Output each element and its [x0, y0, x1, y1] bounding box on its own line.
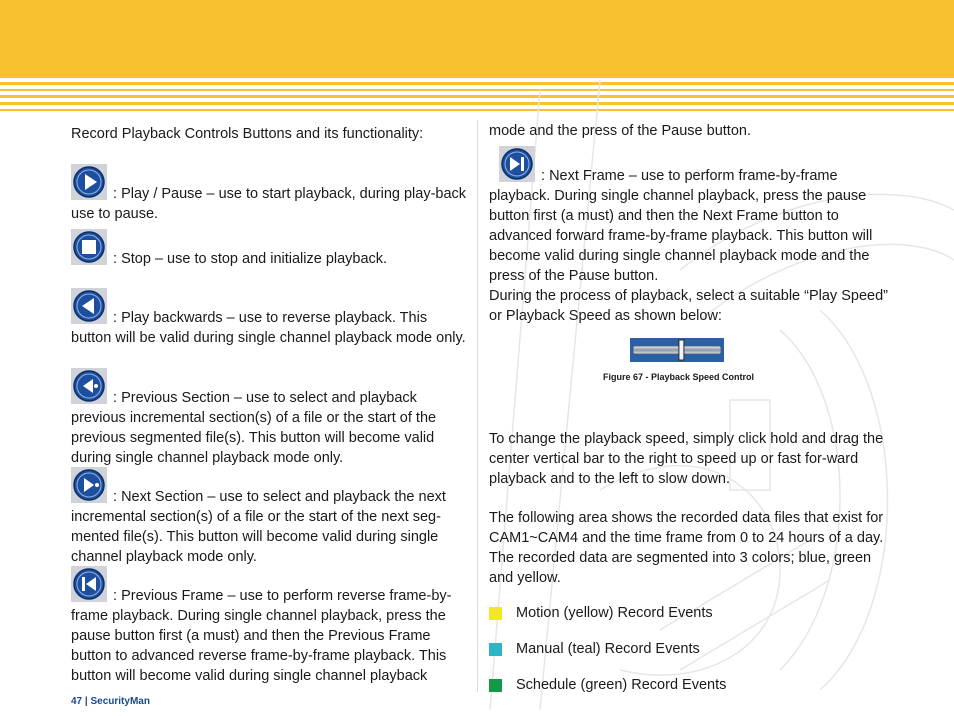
playback-speed-control[interactable] [630, 338, 724, 362]
continuation-text: mode and the press of the Pause button. [489, 123, 751, 139]
files-description [489, 508, 889, 588]
page-footer: 47 | SecurityMan [71, 696, 150, 707]
intro-text: Record Playback Controls Buttons and its functionality: [71, 126, 424, 142]
drag-paragraph: To change the playback speed, simply click hold and drag the center vertical bar to the right to speed up or fast for-ward playback and to the left to slow down. [489, 431, 884, 487]
legend-label: Motion (yellow) Record Events [516, 605, 713, 621]
play-icon [71, 164, 107, 200]
stop-text: : Stop – use to stop and initialize playback. [109, 251, 388, 267]
previous-frame-text: : Previous Frame – use to perform reverse frame-by-frame playback. During single channel playback, press the pause button first (a must) and then the Previous Frame button to advanced reverse frame-by-frame playback. This button will become valid during single channel playback [71, 588, 452, 684]
next-frame-text: : Next Frame – use to perform frame-by-frame playback. During single channel playback, press the pause button first (a must) and then the Next Frame button to advanced forward frame-by-frame playback. This button will become valid during single channel playback mode and the press of the Pause button. [489, 168, 873, 284]
yellow-swatch [489, 607, 502, 620]
previous-frame-description [71, 566, 468, 686]
stop-icon [71, 229, 107, 265]
next-frame-icon [499, 146, 535, 182]
teal-swatch [489, 643, 502, 656]
next-section-text: : Next Section – use to select and playback the next incremental section(s) of a file or the start of the next seg-mented file(s). This button will become valid during single channel playback mode only. [71, 489, 446, 565]
previous-section-icon [71, 368, 107, 404]
play-backwards-text: : Play backwards – use to reverse playback. This button will be valid during single channel playback mode only. [71, 310, 466, 346]
play-backwards-description [71, 288, 468, 348]
figure-caption: Figure 67 - Playback Speed Control [603, 372, 755, 382]
speed-slider-thumb[interactable] [679, 340, 684, 360]
legend-label: Schedule (green) Record Events [516, 677, 727, 693]
left-column [71, 124, 468, 144]
play-pause-description [71, 164, 468, 224]
play-pause-text: : Play / Pause – use to start playback, during play-back use to pause. [71, 186, 467, 222]
page-header-band [0, 0, 954, 78]
column-divider [477, 120, 478, 692]
legend-label: Manual (teal) Record Events [516, 641, 700, 657]
files-paragraph: The following area shows the recorded data files that exist for CAM1~CAM4 and the time frame from 0 to 24 hours of a day. The recorded data are segmented into 3 colors; blue, green and yellow. [489, 510, 884, 586]
drag-instructions [489, 429, 889, 489]
speed-slider-track [633, 346, 721, 354]
speed-intro-text: During the process of playback, select a suitable “Play Speed” or Playback Speed as shown below: [489, 288, 888, 324]
right-column [489, 121, 889, 141]
next-frame-description [489, 146, 889, 326]
previous-frame-icon [71, 566, 107, 602]
next-section-icon [71, 467, 107, 503]
play-backwards-icon [71, 288, 107, 324]
green-swatch [489, 679, 502, 692]
previous-section-text: : Previous Section – use to select and playback previous incremental section(s) of a file or the start of the previous segmented file(s). This button will become valid during single channel playback mode only. [71, 390, 437, 466]
stop-description [71, 229, 468, 269]
previous-section-description [71, 368, 468, 468]
next-section-description [71, 467, 468, 567]
